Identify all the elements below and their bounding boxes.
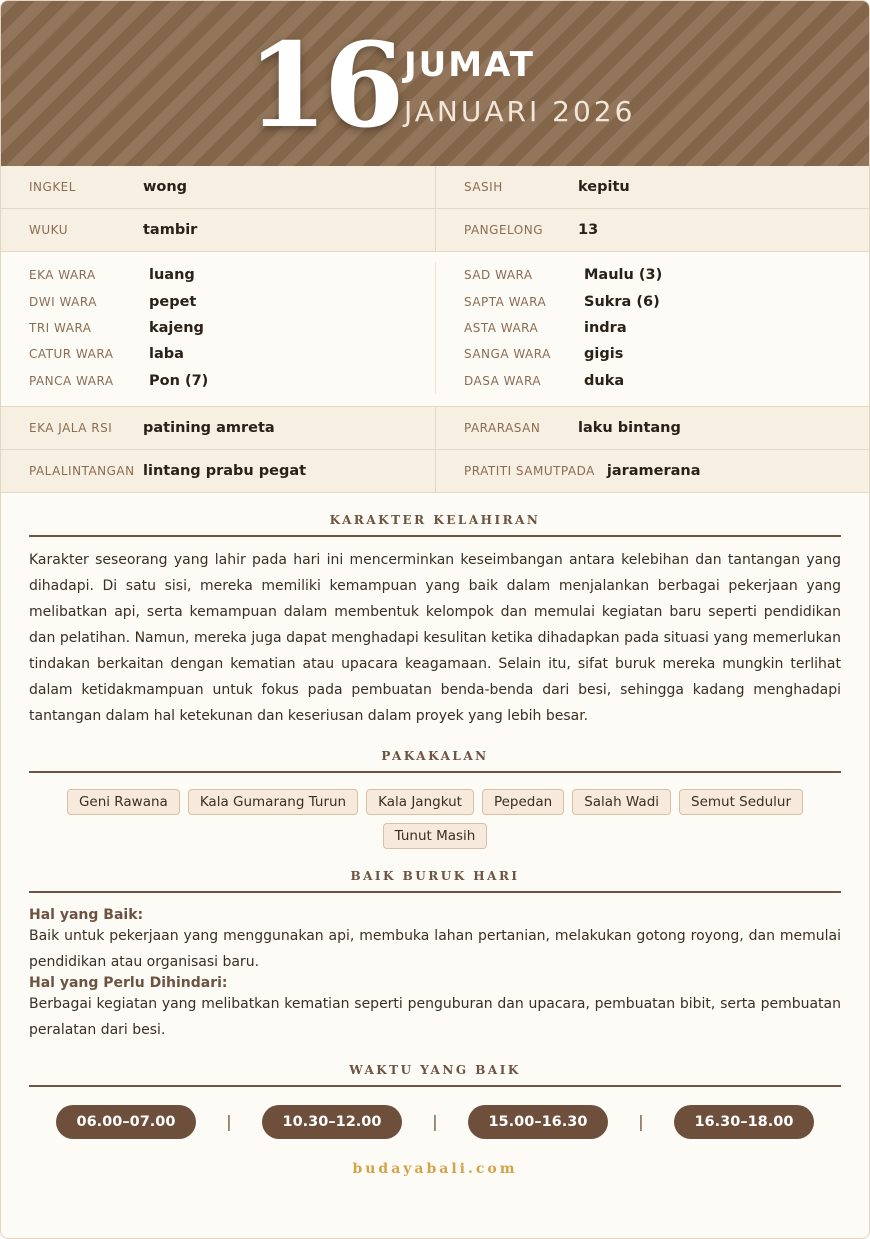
wara-value: laba — [149, 346, 184, 363]
wara-row — [29, 341, 435, 367]
pratiti-samutpada-value: jaramerana — [606, 462, 701, 479]
info-row-ingkel-sasih — [1, 166, 869, 209]
wara-row — [464, 262, 869, 288]
wara-label: DASA WARA — [464, 373, 542, 388]
pakakalan-chip: Semut Sedulur — [679, 789, 803, 815]
wara-label: EKA WARA — [29, 268, 96, 283]
wara-row — [29, 288, 435, 314]
info-row-ekajala-pararasan — [1, 407, 869, 450]
wara-value: kajeng — [149, 319, 204, 336]
day-name: JUMAT — [404, 45, 535, 85]
pakakalan-section-title: PAKAKALAN — [29, 749, 841, 773]
palalintangan-label: PALALINTANGAN — [29, 463, 135, 478]
wara-row — [29, 262, 435, 288]
wara-value: Sukra (6) — [584, 293, 660, 310]
wara-value: indra — [584, 319, 627, 336]
wara-label: CATUR WARA — [29, 347, 114, 362]
ingkel-value: wong — [143, 179, 188, 195]
pratiti-samutpada-label: PRATITI SAMUTPADA — [464, 463, 595, 478]
eka-jala-rsi-label: EKA JALA RSI — [29, 420, 113, 435]
pakakalan-chip: Kala Jangkut — [366, 789, 474, 815]
wara-label: SAPTA WARA — [464, 294, 547, 309]
footer-site-name: budayabali.com — [352, 1160, 518, 1177]
palalintangan-value: lintang prabu pegat — [143, 462, 307, 479]
pakakalan-chip: Geni Rawana — [67, 789, 180, 815]
pangelong-label: PANGELONG — [464, 223, 544, 237]
wuku-value: tambir — [143, 222, 198, 238]
time-slot-pill: 10.30–12.00 — [262, 1105, 402, 1139]
wara-row — [464, 341, 869, 367]
good-text: Baik untuk pekerjaan yang menggunakan api, membuka lahan pertanian, melakukan gotong royong, dan memulai pendidikan atau organisasi baru. — [29, 927, 841, 970]
time-slot-pill: 06.00–07.00 — [56, 1105, 196, 1139]
pakakalan-chip: Salah Wadi — [572, 789, 671, 815]
wara-value: duka — [584, 372, 625, 389]
pangelong-value: 13 — [578, 222, 599, 238]
karakter-text: Karakter seseorang yang lahir pada hari ini mencerminkan keseimbangan antara kelebihan dan tantangan yang dihadapi. Di satu sisi, mereka memiliki kemampuan yang baik dalam menjalankan berbagai pekerjaan yang melibatkan api, serta kemampuan dalam membentuk kelompok dan memulai kegiatan baru seperti pendidikan dan pelatihan. Namun, mereka juga dapat menghadapi kesulitan ketika dihadapkan pada situasi yang memerlukan tindakan berkaitan dengan kematian atau upacara keagamaan. Selain itu, sifat buruk mereka mungkin terlihat dalam ketidakmampuan untuk fokus pada pembuatan benda-benda dari besi, sehingga kadang menghadapi tantangan dalam hal ketekunan dan keseriusan dalam proyek yang lebih besar. — [29, 551, 841, 724]
date-header — [1, 1, 869, 166]
wara-value: Pon (7) — [149, 372, 209, 389]
time-separator: | — [226, 1112, 232, 1132]
info-row-wuku-pangelong — [1, 209, 869, 252]
wara-left-column — [1, 262, 435, 394]
wara-value: pepet — [149, 293, 197, 310]
time-separator: | — [638, 1112, 644, 1132]
wara-label: DWI WARA — [29, 294, 97, 309]
time-separator: | — [432, 1112, 438, 1132]
avoid-heading: Hal yang Perlu Dihindari: — [29, 974, 228, 991]
wara-label: SAD WARA — [464, 268, 533, 283]
wara-row — [464, 288, 869, 314]
wara-row — [464, 368, 869, 394]
day-number: 16 — [247, 18, 401, 154]
pakakalan-chip: Kala Gumarang Turun — [188, 789, 358, 815]
wara-value: gigis — [584, 346, 624, 363]
ingkel-label: INGKEL — [29, 180, 76, 194]
time-slot-pill: 16.30–18.00 — [674, 1105, 814, 1139]
pararasan-value: laku bintang — [578, 419, 681, 436]
time-slot-pill: 15.00–16.30 — [468, 1105, 608, 1139]
month-year: JANUARI 2026 — [404, 95, 636, 128]
eka-jala-rsi-value: patining amreta — [143, 419, 275, 436]
sasih-value: kepitu — [578, 179, 630, 195]
pakakalan-chip: Pepedan — [482, 789, 564, 815]
wara-row — [29, 315, 435, 341]
wara-row — [464, 315, 869, 341]
baik-buruk-section-title: BAIK BURUK HARI — [29, 869, 841, 893]
wara-value: luang — [149, 267, 195, 284]
pakakalan-chip: Tunut Masih — [383, 823, 488, 849]
wara-label: PANCA WARA — [29, 373, 114, 388]
karakter-section-title: KARAKTER KELAHIRAN — [29, 513, 841, 537]
good-heading: Hal yang Baik: — [29, 906, 144, 923]
pakakalan-list — [61, 789, 809, 849]
pararasan-label: PARARASAN — [464, 420, 541, 435]
wara-label: ASTA WARA — [464, 320, 539, 335]
wara-value: Maulu (3) — [584, 267, 663, 284]
wuku-label: WUKU — [29, 223, 68, 237]
waktu-section-title: WAKTU YANG BAIK — [29, 1063, 841, 1087]
wara-table — [1, 252, 869, 407]
avoid-text: Berbagai kegiatan yang melibatkan kematian seperti penguburan dan upacara, pembuatan bibit, serta pembuatan peralatan dari besi. — [29, 995, 841, 1038]
wara-label: TRI WARA — [29, 320, 92, 335]
wara-label: SANGA WARA — [464, 347, 551, 362]
sasih-label: SASIH — [464, 180, 503, 194]
wara-right-column — [435, 262, 869, 394]
info-row-palalintangan-pratiti — [1, 450, 869, 493]
time-slots — [29, 1105, 841, 1139]
wara-row — [29, 368, 435, 394]
